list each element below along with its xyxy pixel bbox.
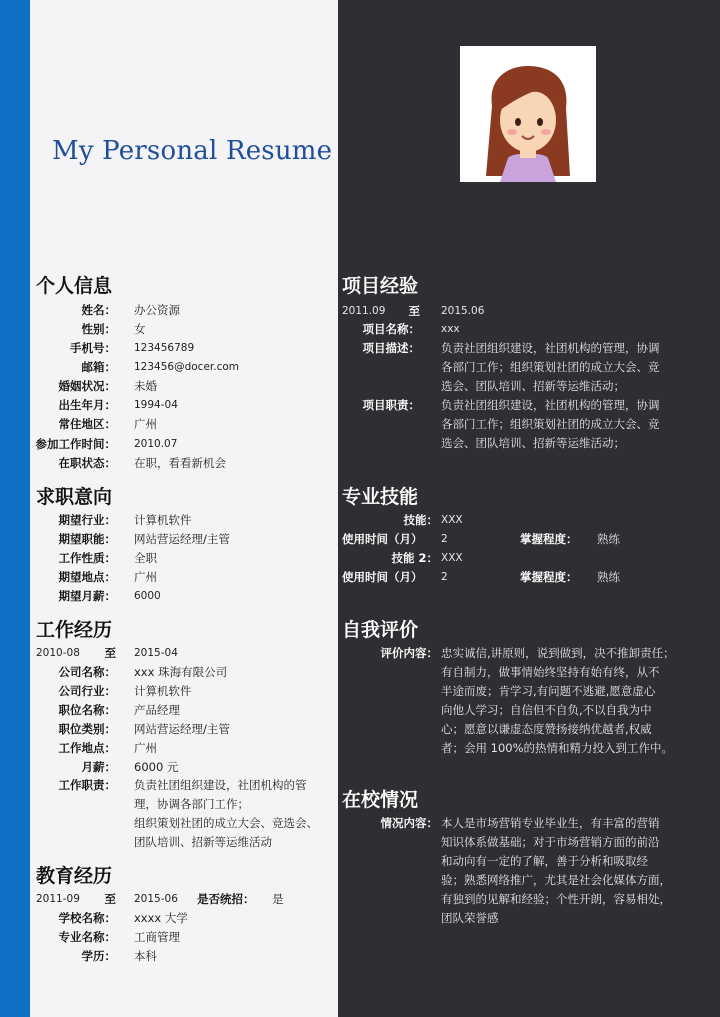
self-eval-line: 向他人学习；自信但不自负,不以自我为中: [441, 703, 652, 717]
company-value: xxx 珠海有限公司: [134, 665, 228, 679]
campus-label: 情况内容：: [380, 816, 438, 830]
project-duty-text: [441, 396, 660, 453]
work-to-label: 至: [104, 646, 116, 660]
intent-industry-label: 期望行业：: [58, 513, 116, 527]
unified-label: 是否统招：: [197, 892, 255, 906]
personal-marital-row: [0, 377, 338, 396]
work-duty-label: 工作职责：: [58, 778, 116, 792]
intent-place-row: [0, 568, 338, 587]
profile-photo: [460, 46, 596, 182]
edu-end-date: 2015-06: [134, 893, 178, 905]
skill-level-value: 熟练: [597, 532, 620, 546]
personal-name-row: [0, 301, 338, 320]
campus-line: 验；熟悉网络推广，尤其是社会化媒体方面，: [441, 873, 671, 887]
skill-time-row: [338, 530, 720, 549]
accent-bar: [0, 0, 30, 1017]
intent-industry-row: [0, 511, 338, 530]
company-industry-value: 计算机软件: [134, 684, 192, 698]
education-degree-row: [0, 947, 338, 966]
status-value: 在职，看看新机会: [134, 456, 226, 470]
job-intent-heading: 求职意向: [36, 486, 113, 508]
work-company-row: [0, 663, 338, 682]
project-name-label: 项目名称：: [362, 322, 420, 336]
personal-location-row: [0, 415, 338, 434]
marital-value: 未婚: [134, 379, 157, 393]
self-evaluation-heading: 自我评价: [342, 619, 419, 641]
major-value: 工商管理: [134, 930, 180, 944]
unified-value: 是: [272, 892, 284, 906]
project-duty-line: 选会、团队培训、招新等运维活动；: [441, 436, 625, 450]
project-name-row: [338, 320, 720, 339]
edu-start-date: 2011-09: [36, 893, 80, 905]
skill-row: [338, 549, 720, 568]
project-period-row: [338, 302, 720, 321]
personal-start-work-row: [0, 435, 338, 454]
project-desc-line: 各部门工作；组织策划社团的成立大会、竞: [441, 360, 660, 374]
work-start-date: 2010-08: [36, 647, 80, 659]
self-eval-line: 者；会用 100%的热情和精力投入到工作中。: [441, 741, 674, 755]
self-eval-line: 心；愿意以谦虚态度赞扬接纳优越者,权威: [441, 722, 652, 736]
email-value: 123456@docer.com: [134, 361, 240, 373]
skill-level-label: 掌握程度：: [520, 532, 578, 546]
project-desc-line: 负责社团组织建设，社团机构的管理，协调: [441, 341, 660, 355]
project-duty-line: 各部门工作；组织策划社团的成立大会、竞: [441, 417, 660, 431]
campus-line: 团队荣誉感: [441, 911, 499, 925]
work-duty-line: 团队培训、招新等运维活动: [134, 835, 272, 849]
work-duty-text: [134, 776, 318, 852]
project-duty-label: 项目职责：: [362, 398, 420, 412]
skill-value: XXX: [441, 552, 463, 564]
intent-place-label: 期望地点：: [58, 570, 116, 584]
name-label: 姓名：: [81, 303, 116, 317]
project-desc-text: [441, 339, 660, 396]
phone-label: 手机号：: [70, 341, 116, 355]
projects-heading: 项目经验: [342, 275, 419, 297]
campus-line: 知识体系做基础；对于市场营销方面的前沿: [441, 835, 660, 849]
intent-salary-label: 期望月薪：: [58, 589, 116, 603]
personal-info-heading: 个人信息: [36, 275, 113, 297]
phone-value: 123456789: [134, 342, 195, 354]
work-place-row: [0, 739, 338, 758]
status-label: 在职状态：: [58, 456, 116, 470]
intent-salary-row: [0, 587, 338, 606]
education-major-row: [0, 928, 338, 947]
project-name-value: xxx: [441, 323, 460, 335]
birth-value: 1994-04: [134, 399, 178, 411]
project-duty-line: 负责社团组织建设，社团机构的管理，协调: [441, 398, 660, 412]
job-category-value: 网站营运经理/主管: [134, 722, 230, 736]
intent-position-label: 期望职能：: [58, 532, 116, 546]
intent-place-value: 广州: [134, 570, 157, 584]
self-eval-label: 评价内容：: [380, 646, 438, 660]
company-industry-label: 公司行业：: [58, 684, 116, 698]
gender-value: 女: [134, 322, 146, 336]
intent-position-row: [0, 530, 338, 549]
project-to-label: 至: [408, 304, 420, 318]
skill-value: XXX: [441, 514, 463, 526]
campus-line: 本人是市场营销专业毕业生，有丰富的营销: [441, 816, 660, 830]
work-place-value: 广州: [134, 741, 157, 755]
education-heading: 教育经历: [36, 865, 113, 887]
work-title-row: [0, 701, 338, 720]
email-label: 邮箱：: [81, 360, 116, 374]
work-category-row: [0, 720, 338, 739]
skill-level-label: 掌握程度：: [520, 570, 578, 584]
work-industry-row: [0, 682, 338, 701]
work-place-label: 工作地点：: [58, 741, 116, 755]
personal-status-row: [0, 454, 338, 473]
skill-label: 技能 2：: [391, 551, 438, 565]
education-school-row: [0, 909, 338, 928]
school-value: xxxx 大学: [134, 911, 188, 925]
work-period-row: [0, 644, 338, 663]
self-eval-line: 忠实诚信,讲原则，说到做到，决不推卸责任；: [441, 646, 675, 660]
gender-label: 性别：: [81, 322, 116, 336]
degree-value: 本科: [134, 949, 157, 963]
self-eval-line: 半途而废；肯学习,有问题不逃避,愿意虚心: [441, 684, 656, 698]
work-duty-line: 理，协调各部门工作；: [134, 797, 249, 811]
skill-row: [338, 511, 720, 530]
work-duty-line: 负责社团组织建设，社团机构的管: [134, 778, 307, 792]
edu-to-label: 至: [104, 892, 116, 906]
intent-salary-value: 6000: [134, 590, 161, 602]
education-period-row: [0, 890, 338, 909]
location-value: 广州: [134, 417, 157, 431]
resume-title: My Personal Resume: [52, 136, 333, 166]
company-label: 公司名称：: [58, 665, 116, 679]
personal-email-row: [0, 358, 338, 377]
name-value: 办公资源: [134, 303, 180, 317]
job-category-label: 职位类别：: [58, 722, 116, 736]
skill-time-row: [338, 568, 720, 587]
personal-phone-row: [0, 339, 338, 358]
job-title-value: 产品经理: [134, 703, 180, 717]
campus-heading: 在校情况: [342, 789, 419, 811]
work-salary-label: 月薪：: [81, 760, 116, 774]
campus-text: [441, 814, 671, 928]
work-salary-row: [0, 758, 338, 777]
degree-label: 学历：: [81, 949, 116, 963]
intent-nature-row: [0, 549, 338, 568]
intent-position-value: 网站营运经理/主管: [134, 532, 230, 546]
skill-label: 技能：: [403, 513, 438, 527]
intent-nature-value: 全职: [134, 551, 157, 565]
skill-time-label: 使用时间（月）: [342, 532, 423, 546]
self-eval-text: [441, 644, 675, 758]
campus-line: 有独到的见解和经验；个性开朗，容易相处，: [441, 892, 671, 906]
personal-birth-row: [0, 396, 338, 415]
intent-nature-label: 工作性质：: [58, 551, 116, 565]
skill-time-value: 2: [441, 571, 448, 583]
work-duty-line: 组织策划社团的成立大会、竞选会、: [134, 816, 318, 830]
skill-level-value: 熟练: [597, 570, 620, 584]
project-end-date: 2015.06: [441, 305, 485, 317]
campus-line: 和动向有一定的了解，善于分析和吸取经: [441, 854, 648, 868]
self-eval-line: 有自制力，做事情始终坚持有始有终，从不: [441, 665, 660, 679]
personal-gender-row: [0, 320, 338, 339]
work-salary-value: 6000 元: [134, 760, 179, 774]
start-work-value: 2010.07: [134, 438, 178, 450]
skills-heading: 专业技能: [342, 486, 419, 508]
project-start-date: 2011.09: [342, 305, 386, 317]
job-title-label: 职位名称：: [58, 703, 116, 717]
birth-label: 出生年月：: [58, 398, 116, 412]
work-experience-heading: 工作经历: [36, 619, 113, 641]
school-label: 学校名称：: [58, 911, 116, 925]
work-end-date: 2015-04: [134, 647, 178, 659]
intent-industry-value: 计算机软件: [134, 513, 192, 527]
location-label: 常住地区：: [58, 417, 116, 431]
project-desc-label: 项目描述：: [362, 341, 420, 355]
marital-label: 婚姻状况：: [58, 379, 116, 393]
project-desc-line: 选会、团队培训、招新等运维活动；: [441, 379, 625, 393]
avatar-girl-icon: [460, 46, 596, 182]
major-label: 专业名称：: [58, 930, 116, 944]
skill-time-value: 2: [441, 533, 448, 545]
start-work-label: 参加工作时间：: [35, 437, 116, 451]
skill-time-label: 使用时间（月）: [342, 570, 423, 584]
